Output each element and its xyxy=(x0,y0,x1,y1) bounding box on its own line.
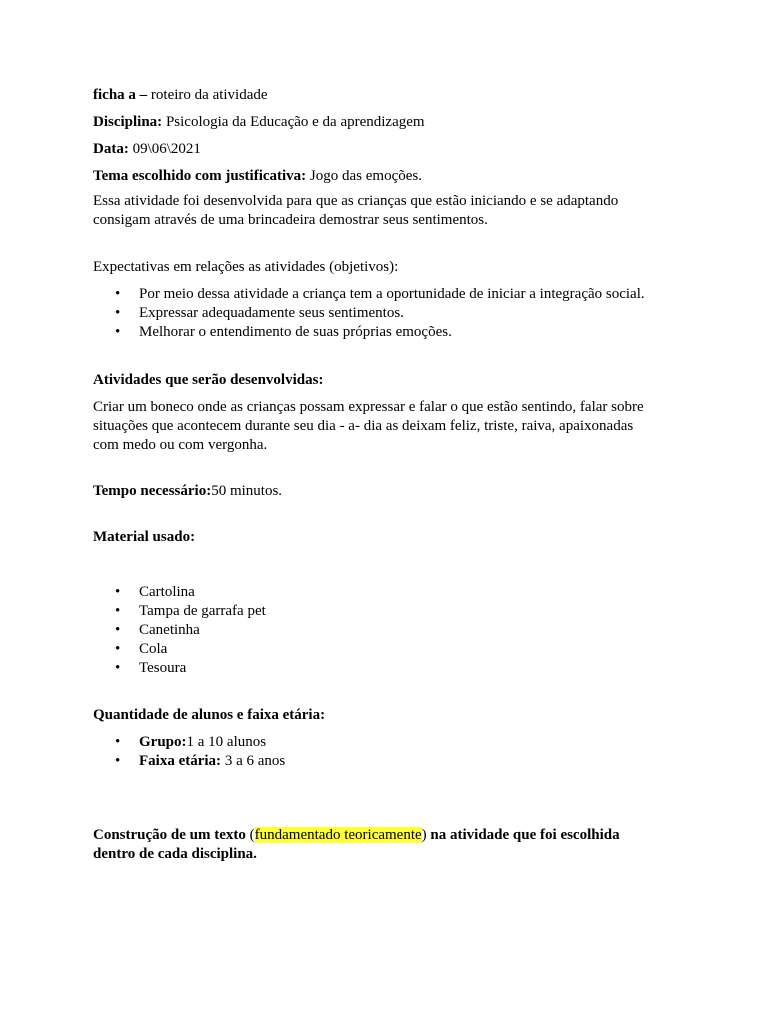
quantidade-list xyxy=(93,733,683,771)
list-item xyxy=(93,733,683,752)
list-item xyxy=(93,659,683,678)
expectativas-heading: Expectativas em relações as atividades (objetivos): xyxy=(93,259,399,275)
construcao-part2: na atividade que foi escolhida xyxy=(426,827,620,843)
list-item xyxy=(93,602,683,621)
atividades-line: Criar um boneco onde as crianças possam expressar e falar o que estão sentindo, falar sobre xyxy=(93,399,644,415)
material-heading-text: Material usado: xyxy=(93,529,196,545)
tema-description-line: Essa atividade foi desenvolvida para que as crianças que estão iniciando e se adaptando xyxy=(93,193,619,209)
tema-line xyxy=(93,167,683,186)
disciplina-value: Psicologia da Educação e da aprendizagem xyxy=(162,114,425,130)
list-item-text: Tampa de garrafa pet xyxy=(139,603,266,619)
construcao-line2-text: dentro de cada disciplina. xyxy=(93,846,257,862)
list-item xyxy=(93,640,683,659)
list-item-text: Por meio dessa atividade a criança tem a oportunidade de iniciar a integração social. xyxy=(139,286,645,302)
list-item xyxy=(93,621,683,640)
tema-value: Jogo das emoções. xyxy=(306,168,422,184)
list-item-text: Canetinha xyxy=(139,622,200,638)
data-value: 09\06\2021 xyxy=(128,141,201,157)
ficha-label: ficha a – xyxy=(93,87,148,103)
tempo-line xyxy=(93,482,683,501)
grupo-value: 1 a 10 alunos xyxy=(186,734,267,750)
bullet-icon: • xyxy=(115,584,121,600)
bullet-icon: • xyxy=(115,641,121,657)
construcao-paren-open: ( xyxy=(245,827,255,843)
list-item xyxy=(93,304,683,323)
list-item-text: Tesoura xyxy=(139,660,187,676)
construcao-part1: Construção de um texto xyxy=(93,827,246,843)
expectativas-list xyxy=(93,285,683,342)
tema-description xyxy=(93,192,683,230)
atividades-line: com medo ou com vergonha. xyxy=(93,437,268,453)
construcao-line-2 xyxy=(93,845,683,864)
tempo-label: Tempo necessário: xyxy=(93,483,212,499)
list-item-text: Expressar adequadamente seus sentimentos. xyxy=(139,305,404,321)
list-item xyxy=(93,752,683,771)
quantidade-heading-text: Quantidade de alunos e faixa etária: xyxy=(93,707,326,723)
atividades-line: situações que acontecem durante seu dia - a- dia as deixam feliz, triste, raiva, apaixonadas xyxy=(93,418,634,434)
bullet-icon: • xyxy=(115,753,121,769)
bullet-icon: • xyxy=(115,286,121,302)
data-label: Data: xyxy=(93,141,129,157)
list-item-text: Cartolina xyxy=(139,584,195,600)
ficha-value: roteiro da atividade xyxy=(147,87,268,103)
bullet-icon: • xyxy=(115,622,121,638)
highlighted-text: fundamentado teoricamente xyxy=(254,827,422,843)
list-item-text: Melhorar o entendimento de suas próprias emoções. xyxy=(139,324,452,340)
data-line xyxy=(93,140,683,159)
document-page xyxy=(93,86,683,864)
list-item xyxy=(93,583,683,602)
ficha-line xyxy=(93,86,683,105)
quantidade-heading xyxy=(93,706,683,725)
tema-label: Tema escolhido com justificativa: xyxy=(93,168,307,184)
construcao-paren-close: ) xyxy=(421,827,427,843)
faixa-value: 3 a 6 anos xyxy=(221,753,286,769)
construcao-line xyxy=(93,826,683,845)
atividades-text xyxy=(93,398,683,455)
grupo-label: Grupo: xyxy=(139,734,187,750)
bullet-icon: • xyxy=(115,660,121,676)
bullet-icon: • xyxy=(115,734,121,750)
faixa-label: Faixa etária: xyxy=(139,753,222,769)
bullet-icon: • xyxy=(115,603,121,619)
disciplina-line xyxy=(93,113,683,132)
list-item xyxy=(93,285,683,304)
disciplina-label: Disciplina: xyxy=(93,114,163,130)
atividades-heading-text: Atividades que serão desenvolvidas: xyxy=(93,372,324,388)
list-item xyxy=(93,323,683,342)
bullet-icon: • xyxy=(115,324,121,340)
tema-description-line: consigam através de uma brincadeira demostrar seus sentimentos. xyxy=(93,212,488,228)
bullet-icon: • xyxy=(115,305,121,321)
list-item-text: Cola xyxy=(139,641,168,657)
construcao-text xyxy=(93,826,683,864)
material-list xyxy=(93,583,683,678)
atividades-heading xyxy=(93,371,683,390)
material-heading xyxy=(93,528,683,547)
tempo-value: 50 minutos. xyxy=(211,483,283,499)
